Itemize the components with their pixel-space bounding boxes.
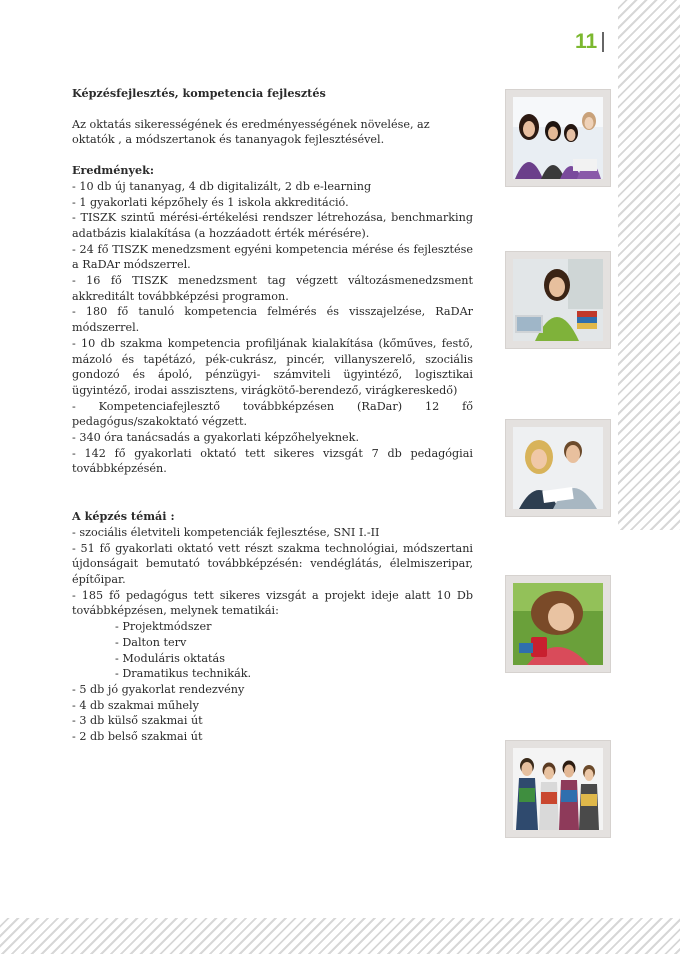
main-content (72, 86, 473, 745)
topics-item: - 185 fő pedagógus tett sikeres vizsgát a projekt ideje alatt 10 Db továbbképzésen, melynek tematikái: (72, 588, 473, 618)
photo-girl-with-cup (505, 575, 611, 673)
decorative-hatch-bottom (0, 918, 680, 954)
photo-image (513, 259, 603, 341)
results-item: - 1 gyakorlati képzőhely és 1 iskola akkreditáció. (72, 195, 349, 209)
photo-image (513, 583, 603, 665)
topics-item: - 5 db jó gyakorlat rendezvény (72, 682, 245, 696)
section-intro: Az oktatás sikerességének és eredményességének növelése, az oktatók , a módszertanok és tananyagok fejlesztésével. (72, 117, 430, 147)
page-number (575, 28, 605, 56)
photo-group-of-students (505, 89, 611, 187)
results-item: - 10 db szakma kompetencia profiljának kialakítása (kőműves, festő, mázoló és tapétázó, pék-cukrász, pincér, villanyszerelő, szociális gondozó és ápoló, pénzügyi- számviteli ügyintéző, logisztikai ügyintéző, irodai asszisztens, virágkötő-berendező, virágkereskedő) (72, 336, 473, 397)
topics-item: - 2 db belső szakmai út (72, 730, 203, 744)
photo-students-with-books (505, 740, 611, 838)
results-item: - 340 óra tanácsadás a gyakorlati képzőhelyeknek. (72, 431, 359, 445)
photo-image (513, 427, 603, 509)
results-item: - 24 fő TISZK menedzsment egyéni kompetencia mérése és fejlesztése a RaDAr módszerrel. (72, 242, 473, 272)
topics-subitem: - Dramatikus technikák. (115, 667, 252, 681)
topics-subitem: - Projektmódszer (115, 620, 212, 634)
photo-student-with-laptop (505, 251, 611, 349)
topics-subitem: - Dalton terv (115, 635, 187, 649)
results-item: - 16 fő TISZK menedzsment tag végzett változásmenedzsment akkreditált továbbképzési programon. (72, 274, 473, 303)
photo-image (513, 97, 603, 179)
results-item: - Kompetenciafejlesztő továbbképzésen (RaDar) 12 fő pedagógus/szakoktató végzett. (72, 399, 473, 429)
results-item: - 180 fő tanuló kompetencia felmérés és visszajelzése, RaDAr módszerrel. (72, 305, 473, 335)
topics-item: - 3 db külső szakmai út (72, 714, 203, 728)
topics-item: - szociális életviteli kompetenciák fejlesztése, SNI I.-II (72, 525, 380, 539)
page-number-text: 11 (575, 30, 598, 53)
page-number-divider (602, 32, 604, 52)
section-title: Képzésfejlesztés, kompetencia fejlesztés (72, 86, 326, 100)
results-item: - TISZK szintű mérési-értékelési rendszer létrehozása, benchmarking adatbázis kialakítása (a hozzáadott érték mérésére). (72, 211, 473, 240)
decorative-hatch-right (618, 0, 680, 530)
topics-item: - 4 db szakmai műhely (72, 698, 199, 712)
results-item: - 142 fő gyakorlati oktató tett sikeres vizsgát 7 db pedagógiai továbbképzésén. (72, 446, 473, 476)
results-heading: Eredmények: (72, 163, 154, 178)
topics-item: - 51 fő gyakorlati oktató vett részt szakma technológiai, módszertani újdonságait bemutató továbbképzésén: vendéglátás, élelmiszeripar, építőipar. (72, 541, 473, 586)
topics-heading: A képzés témái : (72, 509, 175, 524)
results-item: - 10 db új tananyag, 4 db digitalizált, 2 db e-learning (72, 179, 372, 193)
photo-image (513, 748, 603, 830)
topics-subitem: - Moduláris oktatás (115, 651, 225, 665)
photo-laughing-students (505, 419, 611, 517)
